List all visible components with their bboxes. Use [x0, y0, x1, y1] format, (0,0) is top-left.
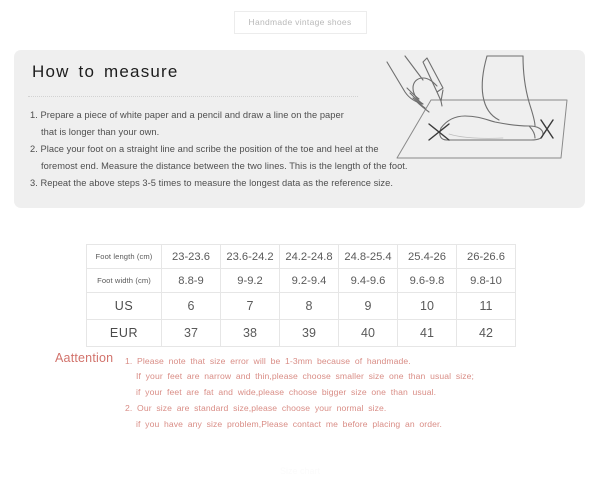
table-row	[87, 320, 516, 347]
table-cell: 9-9.2	[221, 269, 280, 293]
attention-line: if your feet are fat and wide,please choose bigger size one than usual.	[136, 387, 437, 398]
table-cell: 37	[162, 320, 221, 347]
attention-line: 2. Our size are standard size,please choose your normal size.	[125, 402, 387, 413]
handmade-badge: Handmade vintage shoes	[234, 11, 367, 34]
table-cell: 8.8-9	[162, 269, 221, 293]
table-cell: 25.4-26	[398, 245, 457, 269]
table-row	[87, 245, 516, 269]
table-cell: 9.2-9.4	[280, 269, 339, 293]
instruction-step	[30, 106, 430, 140]
instruction-line: that is longer than your own.	[41, 126, 160, 137]
table-cell: 9.4-9.6	[339, 269, 398, 293]
attention-line: 1. Please note that size error will be 1-3mm because of handmade.	[125, 355, 411, 366]
page-title: How to measure	[32, 62, 179, 81]
table-cell: 40	[339, 320, 398, 347]
title-divider	[28, 96, 358, 97]
table-cell: 23-23.6	[162, 245, 221, 269]
instruction-steps	[30, 106, 430, 191]
table-row	[87, 293, 516, 320]
size-chart-table	[86, 244, 516, 347]
instruction-step	[30, 140, 430, 174]
instruction-line: 1. Prepare a piece of white paper and a pencil and draw a line on the paper	[30, 109, 344, 120]
table-cell: 42	[457, 320, 516, 347]
foot-measuring-illustration	[383, 54, 579, 206]
attention-title: Aattention	[55, 351, 114, 365]
table-cell: 24.2-24.8	[280, 245, 339, 269]
instruction-step	[30, 174, 430, 191]
table-cell: 10	[398, 293, 457, 320]
row-header-eur: EUR	[87, 320, 162, 347]
size-chart-table-container	[86, 244, 516, 347]
table-cell: 39	[280, 320, 339, 347]
table-cell: 7	[221, 293, 280, 320]
instruction-line: 3. Repeat the above steps 3-5 times to measure the longest data as the reference size.	[30, 177, 393, 188]
table-cell: 9.8-10	[457, 269, 516, 293]
table-cell: 26-26.6	[457, 245, 516, 269]
top-badge-container	[0, 11, 600, 34]
bottom-watermark: Size chart	[279, 466, 321, 476]
table-cell: 24.8-25.4	[339, 245, 398, 269]
attention-line: If your feet are narrow and thin,please choose smaller size one than usual size;	[136, 371, 475, 382]
attention-notes	[125, 353, 545, 432]
table-row	[87, 269, 516, 293]
attention-line: if you have any size problem,Please contact me before placing an order.	[136, 418, 442, 429]
table-cell: 38	[221, 320, 280, 347]
table-cell: 8	[280, 293, 339, 320]
table-cell: 9.6-9.8	[398, 269, 457, 293]
row-header-foot-length: Foot length (cm)	[87, 245, 162, 269]
row-header-foot-width: Foot width (cm)	[87, 269, 162, 293]
table-cell: 9	[339, 293, 398, 320]
table-cell: 23.6-24.2	[221, 245, 280, 269]
table-cell: 41	[398, 320, 457, 347]
how-to-measure-panel	[14, 50, 585, 208]
table-cell: 11	[457, 293, 516, 320]
instruction-line: foremost end. Measure the distance between the two lines. This is the length of the foot.	[41, 160, 408, 171]
instruction-line: 2. Place your foot on a straight line and scribe the position of the toe and heel at the	[30, 143, 379, 154]
table-cell: 6	[162, 293, 221, 320]
row-header-us: US	[87, 293, 162, 320]
